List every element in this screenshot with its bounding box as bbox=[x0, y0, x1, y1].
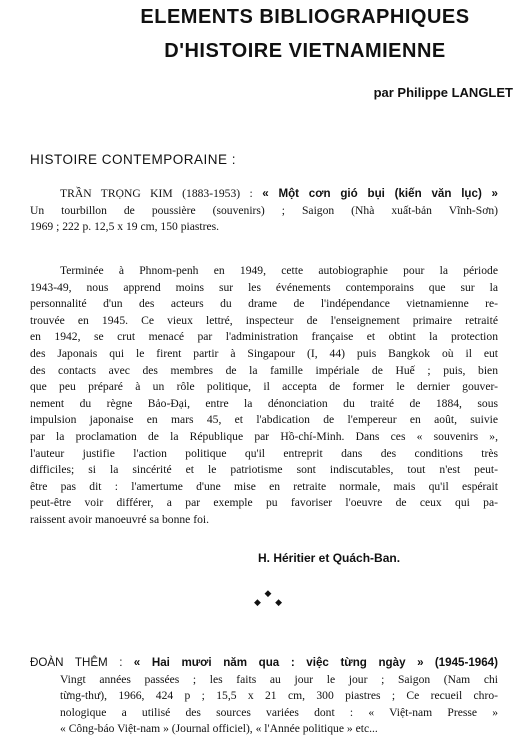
bibliographic-entry-2 bbox=[30, 655, 498, 738]
entry-2-heading-line bbox=[30, 655, 498, 672]
entry-1-author: TRẦN TRỌNG KIM bbox=[60, 187, 173, 200]
review-line: en 1942, se crut menacé par l'administration française et obtint la protection bbox=[30, 330, 498, 344]
entry-2-line: nologique a utilisé des sources variées dont : « Việt-nam Presse » bbox=[60, 705, 498, 719]
entry-2-dates: (1945-1964) bbox=[434, 656, 498, 669]
entry-1-title: « Một cơn gió bụi (kiến văn lục) » bbox=[262, 187, 499, 200]
entry-2-title: « Hai mươi năm qua : việc từng ngày » bbox=[133, 656, 424, 669]
entry-2-line: Vingt années passées ; les faits au jour le jour ; Saigon (Nam chi bbox=[60, 672, 498, 686]
review-line: que peu préparé à un rôle politique, il accepta de former le dernier gouver- bbox=[30, 380, 498, 394]
entry-1-heading-line bbox=[30, 186, 498, 203]
title-line-2: D'HISTOIRE VIETNAMIENNE bbox=[164, 40, 446, 62]
entry-1-line: Un tourbillon de poussière (souvenirs) ; Saigon (Nhà xuất-bản Vĩnh-Sơn) bbox=[30, 203, 498, 217]
review-line: Terminée à Phnom-penh en 1949, cette autobiographie pour la période bbox=[60, 264, 498, 277]
entry-2-author: ĐOÀN THÊM : bbox=[30, 656, 123, 669]
review-line: des contacts avec des membres de la famille impériale de Huế ; puis, bien bbox=[30, 363, 498, 377]
review-line: raissent avoir manoeuvré sa bonne foi. bbox=[30, 512, 210, 526]
entry-2-line: từng-thư), 1966, 424 p ; 15,5 x 21 cm, 300 piastres ; Ce recueil chro- bbox=[60, 689, 498, 703]
diamond-icon: ◆ bbox=[264, 588, 272, 598]
review-line: nement du règne Bảo-Đại, entre la dénonciation du traité de 1884, sous bbox=[30, 396, 498, 410]
review-line: personnalité d'un des acteurs du drame de l'indépendance vietnamienne re- bbox=[30, 297, 498, 311]
section-separator bbox=[248, 589, 288, 619]
review-line: trouvée en 1945. Ce vieux lettré, inspecteur de l'enseignement primaire retraité bbox=[30, 313, 498, 327]
entry-1-dates: (1883-1953) : bbox=[182, 187, 253, 200]
review-paragraph bbox=[30, 263, 498, 529]
review-line: des Japonais qui le firent partir à Singapour (I, 44) puis Bangkok où il eut bbox=[30, 346, 498, 360]
review-line: 1943-49, nous apprend moins sur les événements contemporains que sur la bbox=[30, 280, 498, 294]
review-line: difficiles; si la sincérité et le patriotisme sont indiscutables, tout n'est peut- bbox=[30, 463, 498, 477]
diamond-icon: ◆ bbox=[254, 597, 261, 607]
author-byline: par Philippe LANGLET bbox=[373, 85, 513, 100]
diamond-icon: ◆ bbox=[275, 597, 282, 607]
review-line: être pas dit : l'amertume d'une mise en retraite normale, mais qu'il espérait bbox=[30, 479, 498, 493]
review-line: peut-être voir différer, a par exemple pu favoriser l'oeuvre de ceux qui pa- bbox=[30, 496, 498, 510]
bibliographic-entry-1 bbox=[30, 186, 498, 236]
entry-2-line: « Công-báo Việt-nam » (Journal officiel), « l'Année politique » etc... bbox=[60, 722, 378, 736]
entry-1-line: 1969 ; 222 p. 12,5 x 19 cm, 150 piastres. bbox=[30, 220, 220, 234]
title-line-1: ELEMENTS BIBLIOGRAPHIQUES bbox=[140, 6, 470, 28]
section-heading: HISTOIRE CONTEMPORAINE : bbox=[30, 152, 237, 167]
review-line: par la proclamation de la République par Hồ-chí-Minh. Dans ces « souvenirs », bbox=[30, 429, 498, 443]
review-line: l'auteur justifie l'action politique qu'il entreprit dans des conditions très bbox=[30, 446, 498, 460]
review-signature: H. Héritier et Quách-Ban. bbox=[258, 551, 401, 565]
review-line: impulsion japonaise en mars 45, et l'abdication de l'empereur en août, suivie bbox=[30, 413, 498, 427]
